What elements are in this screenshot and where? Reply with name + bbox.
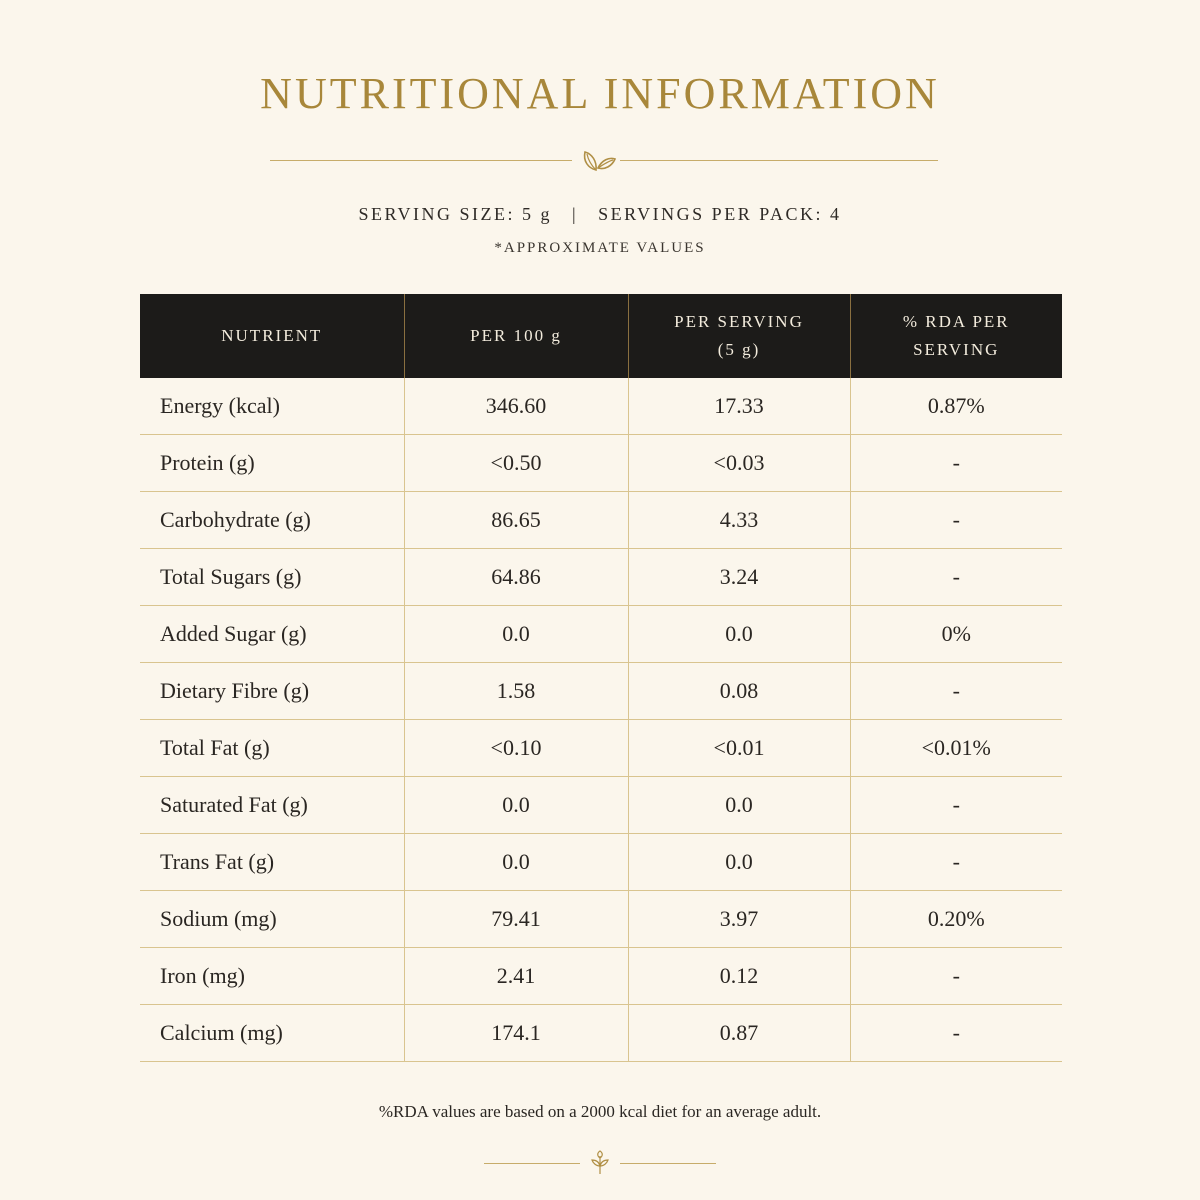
nutrient-name: Dietary Fibre (g) xyxy=(140,663,404,720)
nutrient-name: Total Fat (g) xyxy=(140,720,404,777)
leaf-icon xyxy=(578,144,618,176)
value-per-serving: 0.0 xyxy=(628,777,850,834)
header-nutrient: NUTRIENT xyxy=(140,294,404,378)
nutrient-name: Saturated Fat (g) xyxy=(140,777,404,834)
table-row xyxy=(140,606,1062,663)
sprig-icon xyxy=(588,1150,612,1176)
table-row xyxy=(140,720,1062,777)
bottom-divider-line-right xyxy=(620,1163,716,1164)
value-per-serving: <0.03 xyxy=(628,435,850,492)
value-rda: 0% xyxy=(850,606,1062,663)
table-row xyxy=(140,948,1062,1005)
serving-info xyxy=(0,204,1200,225)
title-divider xyxy=(270,140,938,180)
value-per-100g: 0.0 xyxy=(404,777,628,834)
value-rda: 0.20% xyxy=(850,891,1062,948)
value-rda: - xyxy=(850,549,1062,606)
value-per-100g: 0.0 xyxy=(404,606,628,663)
value-per-serving: 3.24 xyxy=(628,549,850,606)
value-per-100g: 79.41 xyxy=(404,891,628,948)
value-rda: 0.87% xyxy=(850,378,1062,435)
value-per-serving: 4.33 xyxy=(628,492,850,549)
page-title: NUTRITIONAL INFORMATION xyxy=(260,69,940,118)
value-per-serving: 0.0 xyxy=(628,834,850,891)
serving-separator: | xyxy=(572,204,579,224)
value-rda: - xyxy=(850,435,1062,492)
nutrient-name: Protein (g) xyxy=(140,435,404,492)
header-row xyxy=(140,294,1062,378)
bottom-divider-line-left xyxy=(484,1163,580,1164)
value-rda: - xyxy=(850,1005,1062,1062)
value-per-serving: 0.12 xyxy=(628,948,850,1005)
table-row xyxy=(140,891,1062,948)
table-row xyxy=(140,549,1062,606)
value-rda: - xyxy=(850,834,1062,891)
nutrient-name: Total Sugars (g) xyxy=(140,549,404,606)
serving-size: SERVING SIZE: 5 g xyxy=(358,204,552,224)
nutrient-name: Carbohydrate (g) xyxy=(140,492,404,549)
value-rda: <0.01% xyxy=(850,720,1062,777)
value-per-100g: 0.0 xyxy=(404,834,628,891)
nutrient-name: Energy (kcal) xyxy=(140,378,404,435)
header-per-100g: PER 100 g xyxy=(404,294,628,378)
header-rda: % RDA PER SERVING xyxy=(850,294,1062,378)
value-rda: - xyxy=(850,948,1062,1005)
value-per-serving: 17.33 xyxy=(628,378,850,435)
value-per-serving: 0.08 xyxy=(628,663,850,720)
table-body xyxy=(140,378,1062,1062)
value-rda: - xyxy=(850,777,1062,834)
table-row xyxy=(140,777,1062,834)
divider-line-left xyxy=(270,160,572,161)
table-header xyxy=(140,294,1062,378)
table-row xyxy=(140,663,1062,720)
value-per-serving: 3.97 xyxy=(628,891,850,948)
nutrition-table xyxy=(140,294,1062,1062)
table-row xyxy=(140,834,1062,891)
value-per-100g: <0.10 xyxy=(404,720,628,777)
value-rda: - xyxy=(850,492,1062,549)
nutrient-name: Calcium (mg) xyxy=(140,1005,404,1062)
value-per-serving: <0.01 xyxy=(628,720,850,777)
value-per-100g: <0.50 xyxy=(404,435,628,492)
nutrient-name: Iron (mg) xyxy=(140,948,404,1005)
rda-footnote: %RDA values are based on a 2000 kcal diet for an average adult. xyxy=(378,1102,822,1121)
divider-line-right xyxy=(620,160,938,161)
value-per-100g: 2.41 xyxy=(404,948,628,1005)
bottom-divider xyxy=(484,1150,716,1178)
nutrient-name: Added Sugar (g) xyxy=(140,606,404,663)
value-per-100g: 64.86 xyxy=(404,549,628,606)
value-rda: - xyxy=(850,663,1062,720)
value-per-100g: 346.60 xyxy=(404,378,628,435)
servings-per-pack: SERVINGS PER PACK: 4 xyxy=(598,204,842,224)
approximate-note: *APPROXIMATE VALUES xyxy=(494,240,706,256)
table-row xyxy=(140,1005,1062,1062)
table-row xyxy=(140,435,1062,492)
value-per-serving: 0.87 xyxy=(628,1005,850,1062)
value-per-100g: 174.1 xyxy=(404,1005,628,1062)
nutrient-name: Trans Fat (g) xyxy=(140,834,404,891)
nutrient-name: Sodium (mg) xyxy=(140,891,404,948)
table-row xyxy=(140,378,1062,435)
value-per-100g: 1.58 xyxy=(404,663,628,720)
header-per-serving: PER SERVING (5 g) xyxy=(628,294,850,378)
table-row xyxy=(140,492,1062,549)
value-per-100g: 86.65 xyxy=(404,492,628,549)
value-per-serving: 0.0 xyxy=(628,606,850,663)
